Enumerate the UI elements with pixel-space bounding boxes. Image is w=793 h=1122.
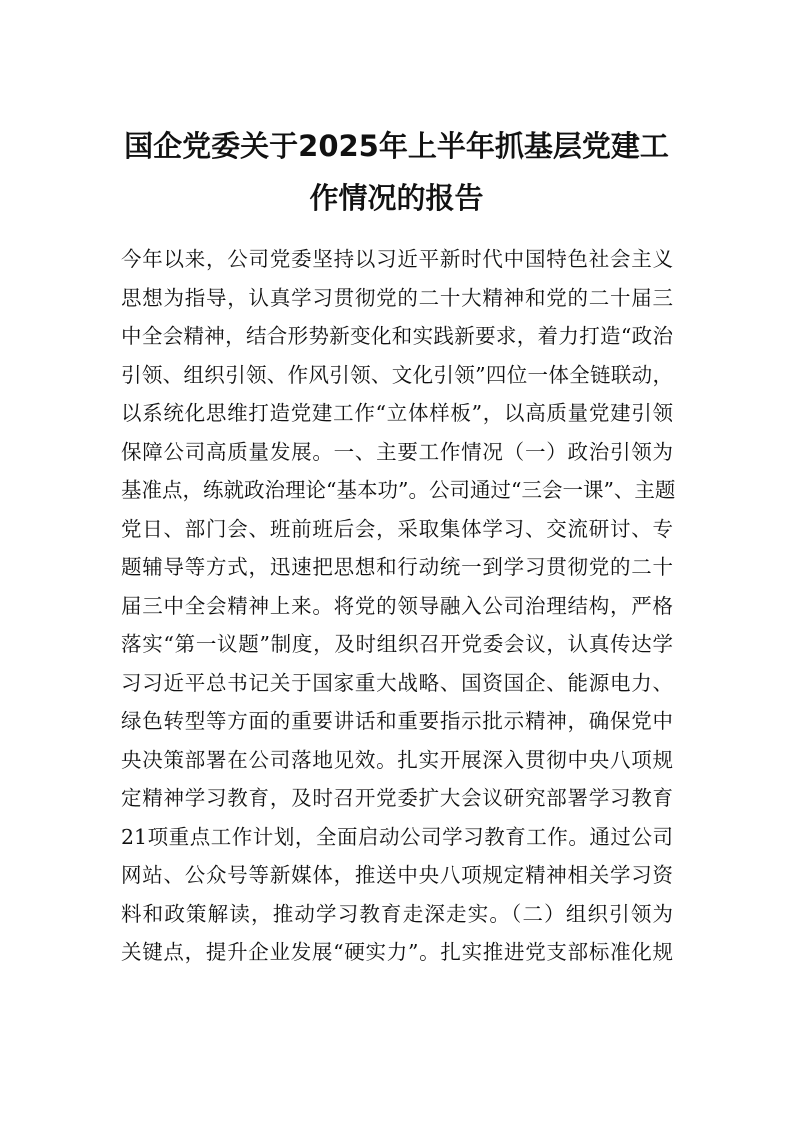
body-line: 思想为指导，认真学习贯彻党的二十大精神和党的二十届三 xyxy=(121,285,673,310)
body-line: 届三中全会精神上来。将党的领导融入公司治理结构，严格 xyxy=(121,593,673,618)
body-line: 21项重点工作计划，全面启动公司学习教育工作。通过公司 xyxy=(121,824,673,849)
body-line: 央决策部署在公司落地见效。扎实开展深入贯彻中央八项规 xyxy=(121,747,673,772)
body-line: 保障公司高质量发展。一、主要工作情况（一）政治引领为 xyxy=(121,439,673,464)
document-title xyxy=(110,120,683,224)
body-line: 关键点，提升企业发展“硬实力”。扎实推进党支部标准化规 xyxy=(121,940,673,964)
body-line: 落实“第一议题”制度，及时组织召开党委会议，认真传达学 xyxy=(121,632,673,656)
body-line: 中全会精神，结合形势新变化和实践新要求，着力打造“政治 xyxy=(121,324,673,348)
body-line: 习习近平总书记关于国家重大战略、国资国企、能源电力、 xyxy=(121,670,673,695)
title-line: 作情况的报告 xyxy=(309,181,484,215)
document-body xyxy=(121,240,676,972)
body-line: 题辅导等方式，迅速把思想和行动统一到学习贯彻党的二十 xyxy=(121,555,673,579)
body-line: 以系统化思维打造党建工作“立体样板”，以高质量党建引领 xyxy=(121,401,673,425)
body-line: 党日、部门会、班前班后会，采取集体学习、交流研讨、专 xyxy=(121,516,673,541)
body-line: 料和政策解读，推动学习教育走深走实。（二）组织引领为 xyxy=(121,901,673,926)
body-line: 基准点，练就政治理论“基本功”。公司通过“三会一课”、主题 xyxy=(121,478,676,502)
title-line: 国企党委关于2025年上半年抓基层党建工 xyxy=(124,129,669,163)
body-line: 引领、组织引领、作风引领、文化引领”四位一体全链联动， xyxy=(121,362,673,387)
body-line: 今年以来，公司党委坚持以习近平新时代中国特色社会主义 xyxy=(121,247,673,271)
body-line: 绿色转型等方面的重要讲话和重要指示批示精神，确保党中 xyxy=(121,709,673,733)
body-line: 网站、公众号等新媒体，推送中央八项规定精神相关学习资 xyxy=(121,863,673,887)
body-line: 定精神学习教育，及时召开党委扩大会议研究部署学习教育 xyxy=(121,786,673,810)
